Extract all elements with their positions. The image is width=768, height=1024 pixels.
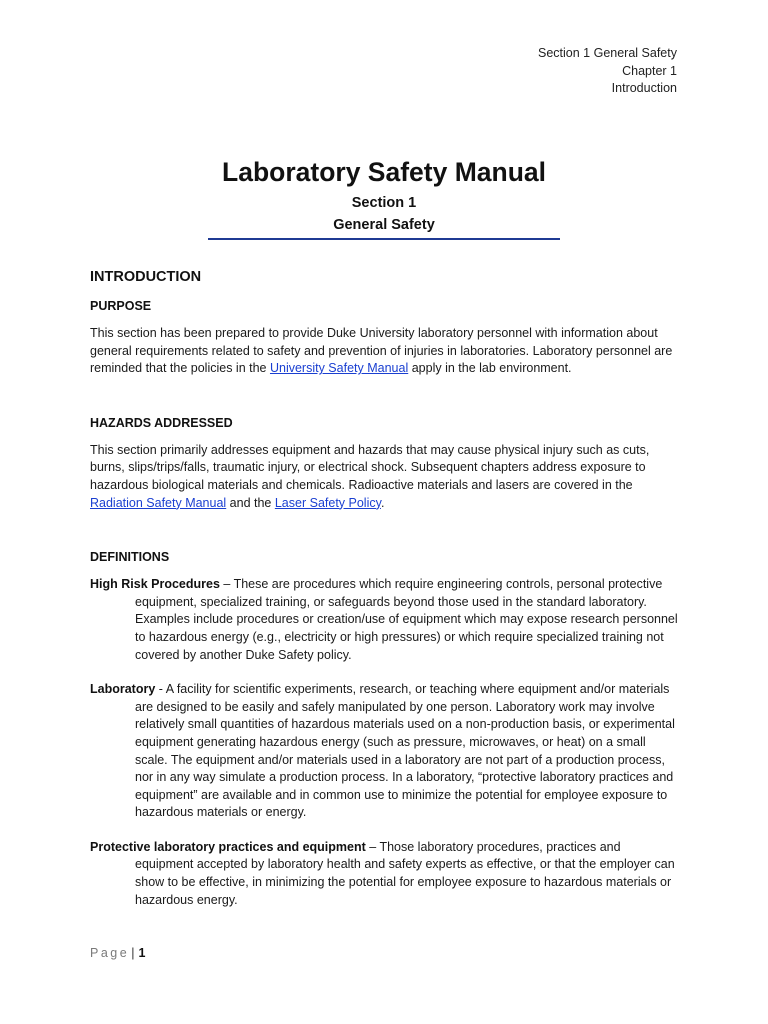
radiation-safety-manual-link[interactable]: Radiation Safety Manual [90, 495, 227, 510]
page-separator: | [131, 946, 135, 960]
laser-safety-policy-link[interactable]: Laser Safety Policy [274, 495, 381, 510]
purpose-paragraph [90, 325, 680, 378]
definition-term: High Risk Procedures [90, 577, 220, 592]
definition-text: – Those laboratory procedures, practices and equipment accepted by laboratory health and safety experts as effective, or that the employer can show to be effective, in minimizing the potential for employee exposure to hazardous materials or hazardous energy. [135, 839, 675, 907]
page-number: 1 [138, 946, 146, 960]
hazards-text-after: . [380, 495, 385, 510]
purpose-text-before: This section has been prepared to provide Duke University laboratory personnel with information about general requirements related to safety and prevention of injuries in laboratories. Laboratory personnel are reminded that the policies in the [90, 326, 673, 376]
definition-high-risk-procedures [90, 576, 680, 664]
header-topic-line: Introduction [611, 81, 677, 95]
document-title: Laboratory Safety Manual [222, 157, 546, 187]
definition-term: Laboratory [90, 682, 156, 697]
page-label: Page [90, 946, 130, 960]
page-footer [90, 944, 145, 962]
definition-text: - A facility for scientific experiments, research, or teaching where equipment and/or materials are designed to be easily and safely manipulated by one person. Laboratory work may involve relatively small quantities of hazardous materials used on a non-production basis, or experimental equipment generating hazardous energy (such as pressure, microwaves, or heat) on a small scale. The equipment and/or materials used in a laboratory are not part of a production process, nor in any way simulate a production process. In a laboratory, “protective laboratory practices and equipment” are available and in common use to minimize the potential for employee exposure to hazardous materials or energy. [135, 682, 675, 820]
running-header [538, 45, 677, 98]
purpose-text-after: apply in the lab environment. [408, 361, 572, 376]
definition-protective-practices [90, 839, 680, 909]
header-section-line: Section 1 General Safety [538, 46, 677, 60]
hazards-paragraph [90, 442, 680, 512]
hazards-heading: HAZARDS ADDRESSED [90, 415, 233, 430]
title-divider [208, 238, 560, 240]
section-number: Section 1 [351, 195, 417, 211]
definition-laboratory [90, 681, 680, 822]
section-title: General Safety [333, 217, 435, 233]
university-safety-manual-link[interactable]: University Safety Manual [269, 361, 409, 376]
hazards-text-before: This section primarily addresses equipment and hazards that may cause physical injury such as cuts, burns, slips/trips/falls, traumatic injury, or electrical shock. Subsequent chapters address exposure to hazardous biological materials and chemicals. Radioactive materials and lasers are covered in the [90, 442, 650, 492]
definitions-heading: DEFINITIONS [90, 550, 170, 565]
document-body [90, 266, 680, 926]
header-chapter-line: Chapter 1 [622, 63, 677, 78]
hazards-text-mid: and the [226, 495, 275, 510]
purpose-heading: PURPOSE [90, 299, 152, 313]
introduction-heading: INTRODUCTION [90, 269, 202, 285]
title-block [0, 154, 768, 236]
definition-term: Protective laboratory practices and equipment [90, 839, 366, 854]
definition-text: – These are procedures which require engineering controls, personal protective equipment, specialized training, or safeguards beyond those used in the standard laboratory. Examples include procedures or creation/use of equipment which may expose research personnel to hazardous energy (e.g., electricity or high pressures) or which require specialized training not covered by another Duke Safety policy. [135, 577, 678, 662]
